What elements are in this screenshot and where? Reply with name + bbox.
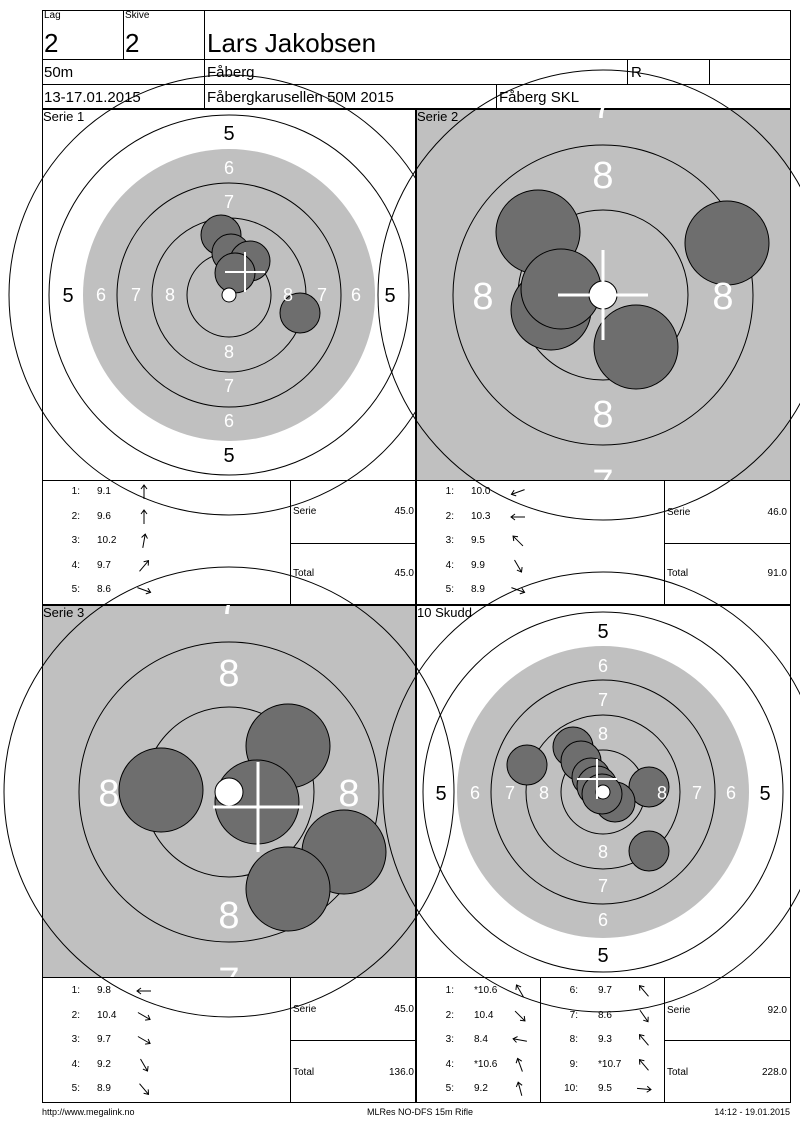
shot-value: *10.7: [598, 1058, 622, 1070]
direction-arrow-icon: [636, 1057, 652, 1073]
ring-label-7: 7: [316, 285, 328, 305]
direction-arrow-icon: [136, 509, 152, 525]
ring-label-8: 8: [282, 285, 294, 305]
shot-number: 1:: [445, 486, 454, 497]
shot-number: 3:: [445, 1034, 454, 1046]
footer-program: MLRes NO-DFS 15m Rifle: [366, 1107, 474, 1117]
shot-row: [42, 511, 242, 525]
direction-arrow-icon: [636, 1008, 652, 1024]
shot-row: [540, 1010, 664, 1024]
direction-arrow-icon: [510, 509, 526, 525]
shot-value: 10.2: [97, 535, 117, 547]
shot-row: [42, 535, 242, 549]
serie-label: Serie: [667, 1005, 691, 1016]
direction-arrow-icon: [510, 582, 526, 598]
shot-row: [416, 560, 616, 574]
direction-arrow-icon: [512, 983, 528, 999]
shot-row: [42, 985, 242, 999]
total-value: 136.0: [388, 1067, 414, 1078]
ring-label-8: 8: [98, 773, 120, 815]
footer-url[interactable]: http://www.megalink.no: [42, 1107, 135, 1117]
shot-value: 10.4: [97, 1009, 117, 1021]
shot-value: 9.3: [598, 1034, 612, 1046]
header-divider: [123, 10, 124, 59]
direction-arrow-icon: [136, 1008, 152, 1024]
direction-arrow-icon: [510, 558, 526, 574]
total-label: Total: [667, 568, 689, 579]
shot-value: 8.9: [97, 1083, 111, 1095]
ring-label-5: 5: [62, 285, 74, 307]
shot-row: [540, 1034, 664, 1048]
direction-arrow-icon: [136, 1057, 152, 1073]
table-divider: [290, 1040, 416, 1041]
target-10-skudd: [417, 606, 790, 977]
shot-value: 9.2: [474, 1083, 488, 1095]
shot-number: 2:: [71, 1009, 80, 1021]
panel-title: Serie 3: [43, 605, 85, 620]
shot-row: [416, 985, 540, 999]
shot-value: 9.7: [598, 985, 612, 996]
ring-label-6: 6: [350, 285, 362, 305]
serie-value: 92.0: [767, 1005, 787, 1016]
event-name: Fåbergkarusellen 50M 2015: [207, 89, 394, 106]
ring-label-5: 5: [223, 445, 235, 467]
total-label: Total: [293, 568, 315, 579]
shot-row: [42, 1083, 242, 1097]
shot-value: 9.8: [97, 985, 111, 996]
ring-label-5: 5: [223, 123, 235, 145]
target-serie-1: [43, 110, 415, 480]
header-divider: [204, 10, 205, 109]
target-panel-serie-1: [42, 109, 416, 481]
ring-label-7: 7: [218, 581, 240, 623]
footer-timestamp: 14:12 - 19.01.2015: [714, 1107, 790, 1117]
shot-number: 3:: [71, 1034, 80, 1046]
shot-row: [42, 560, 242, 574]
direction-arrow-icon: [510, 533, 526, 549]
shot-value: 9.5: [598, 1083, 612, 1095]
ring-label-5: 5: [597, 621, 609, 643]
shot-number: 10:: [564, 1083, 578, 1095]
venue: Fåberg SKL: [499, 89, 580, 106]
club: Fåberg: [207, 64, 255, 81]
shot-value: 10.3: [471, 510, 491, 522]
ring-label-5: 5: [435, 783, 447, 805]
ring-label-8: 8: [218, 895, 240, 937]
shot-list: [42, 985, 242, 1100]
shot-value: 8.9: [471, 584, 485, 596]
shot-number: 2:: [71, 510, 80, 522]
shot-number: 1:: [71, 985, 80, 996]
ring-label-7: 7: [592, 463, 614, 505]
shot-number: 3:: [71, 535, 80, 547]
ring-label-6: 6: [223, 158, 235, 178]
serie-label: Serie: [293, 506, 317, 517]
ring-label-6: 6: [469, 783, 481, 803]
shot-row: [42, 486, 242, 500]
serie-value: 45.0: [394, 1004, 414, 1015]
shot-value: 9.1: [97, 486, 111, 497]
shot-row: [416, 584, 616, 598]
shot-row: [416, 1034, 540, 1048]
shot-row: [416, 486, 616, 500]
header-divider: [42, 59, 791, 60]
direction-arrow-icon: [136, 1032, 152, 1048]
shot-row: [416, 1059, 540, 1073]
ring-label-7: 7: [223, 376, 235, 396]
shot-value: 8.6: [97, 584, 111, 596]
total-value: 228.0: [761, 1067, 787, 1078]
total-value: 91.0: [767, 568, 787, 579]
shot-number: 4:: [445, 559, 454, 571]
ring-label-5: 5: [597, 945, 609, 967]
direction-arrow-icon: [136, 983, 152, 999]
ring-label-7: 7: [597, 690, 609, 710]
ring-label-6: 6: [95, 285, 107, 305]
direction-arrow-icon: [136, 484, 152, 500]
direction-arrow-icon: [510, 484, 526, 500]
lag-value: 2: [44, 28, 59, 58]
shot-row: [42, 584, 242, 598]
ring-label-8: 8: [597, 724, 609, 744]
shot-number: 2:: [445, 510, 454, 522]
shot-value: 8.6: [598, 1009, 612, 1021]
panel-title: 10 Skudd: [417, 605, 472, 620]
ring-label-7: 7: [597, 876, 609, 896]
ring-label-7: 7: [130, 285, 142, 305]
shot-row: [540, 985, 664, 999]
ring-label-6: 6: [597, 656, 609, 676]
serie-value: 45.0: [394, 506, 414, 517]
ring-label-7: 7: [218, 961, 240, 1003]
shot-number: 1:: [445, 985, 454, 996]
header-divider: [709, 59, 710, 84]
ring-label-8: 8: [223, 342, 235, 362]
shot-list: [416, 486, 616, 601]
table-divider: [664, 1040, 791, 1041]
serie-value: 46.0: [767, 507, 787, 518]
direction-arrow-icon: [136, 1081, 152, 1097]
skive-label: Skive: [125, 10, 150, 21]
shot-number: 2:: [445, 1009, 454, 1021]
direction-arrow-icon: [636, 1081, 652, 1097]
serie-label: Serie: [667, 507, 691, 518]
shot-value: 9.9: [471, 559, 485, 571]
shot-value: 9.6: [97, 510, 111, 522]
shot-row: [42, 1010, 242, 1024]
shooter-name: Lars Jakobsen: [207, 28, 377, 58]
ring-label-7: 7: [223, 192, 235, 212]
shot-list: [416, 985, 540, 1100]
class: R: [631, 64, 642, 81]
shot-value: *10.6: [474, 1058, 498, 1070]
direction-arrow-icon: [636, 1032, 652, 1048]
shot-value: 9.5: [471, 535, 485, 547]
shot-number: 5:: [71, 1083, 80, 1095]
direction-arrow-icon: [636, 983, 652, 999]
direction-arrow-icon: [512, 1057, 528, 1073]
ring-label-5: 5: [384, 285, 396, 307]
direction-arrow-icon: [136, 582, 152, 598]
shot-row: [42, 1059, 242, 1073]
direction-arrow-icon: [136, 533, 152, 549]
shot-value: 9.7: [97, 559, 111, 571]
shot-number: 5:: [445, 1083, 454, 1095]
ring-label-5: 5: [759, 783, 771, 805]
ring-label-8: 8: [712, 276, 734, 318]
lag-label: Lag: [44, 10, 61, 21]
shot-row: [416, 535, 616, 549]
skive-value: 2: [125, 28, 140, 58]
direction-arrow-icon: [512, 1032, 528, 1048]
ring-label-6: 6: [597, 910, 609, 930]
shot-row: [540, 1059, 664, 1073]
distance: 50m: [44, 64, 74, 81]
ring-label-8: 8: [472, 276, 494, 318]
shot-row: [416, 511, 616, 525]
direction-arrow-icon: [512, 1008, 528, 1024]
shot-number: 8:: [569, 1034, 578, 1046]
shot-number: 5:: [71, 584, 80, 596]
serie-label: Serie: [293, 1004, 317, 1015]
date-range: 13-17.01.2015: [44, 89, 141, 106]
shot-number: 4:: [445, 1058, 454, 1070]
shot-number: 4:: [71, 1058, 80, 1070]
ring-label-7: 7: [592, 85, 614, 127]
shot-row: [416, 1010, 540, 1024]
ring-label-7: 7: [504, 783, 516, 803]
shot-list: [42, 486, 242, 601]
shot-list: [540, 985, 664, 1100]
ring-label-8: 8: [218, 653, 240, 695]
ring-label-8: 8: [338, 773, 360, 815]
direction-arrow-icon: [512, 1081, 528, 1097]
shot-value: 9.2: [97, 1058, 111, 1070]
table-divider: [664, 543, 791, 544]
target-panel-10-skudd: [416, 605, 791, 978]
total-value: 45.0: [394, 568, 414, 579]
shot-number: 3:: [445, 535, 454, 547]
shot-row: [540, 1083, 664, 1097]
ring-label-8: 8: [597, 842, 609, 862]
ring-label-8: 8: [656, 783, 668, 803]
ring-label-8: 8: [592, 155, 614, 197]
total-label: Total: [293, 1067, 315, 1078]
shot-row: [416, 1083, 540, 1097]
shot-value: 10.4: [474, 1009, 494, 1021]
shot-number: 1:: [71, 486, 80, 497]
shot-value: 10.0: [471, 486, 491, 497]
direction-arrow-icon: [136, 558, 152, 574]
shot-number: 5:: [445, 584, 454, 596]
total-label: Total: [667, 1067, 689, 1078]
shot-value: 8.4: [474, 1034, 488, 1046]
ring-label-7: 7: [691, 783, 703, 803]
shot-row: [42, 1034, 242, 1048]
ring-label-6: 6: [223, 411, 235, 431]
shot-number: 4:: [71, 559, 80, 571]
header-divider: [42, 84, 791, 85]
ring-label-8: 8: [164, 285, 176, 305]
panel-title: Serie 1: [43, 109, 85, 124]
table-divider: [290, 543, 416, 544]
ring-label-8: 8: [538, 783, 550, 803]
shot-value: 9.7: [97, 1034, 111, 1046]
ring-label-8: 8: [592, 394, 614, 436]
ring-label-6: 6: [725, 783, 737, 803]
shot-number: 6:: [569, 985, 578, 996]
shot-number: 7:: [569, 1009, 578, 1021]
panel-title: Serie 2: [417, 109, 459, 124]
shot-number: 9:: [569, 1058, 578, 1070]
shot-value: *10.6: [474, 985, 498, 996]
